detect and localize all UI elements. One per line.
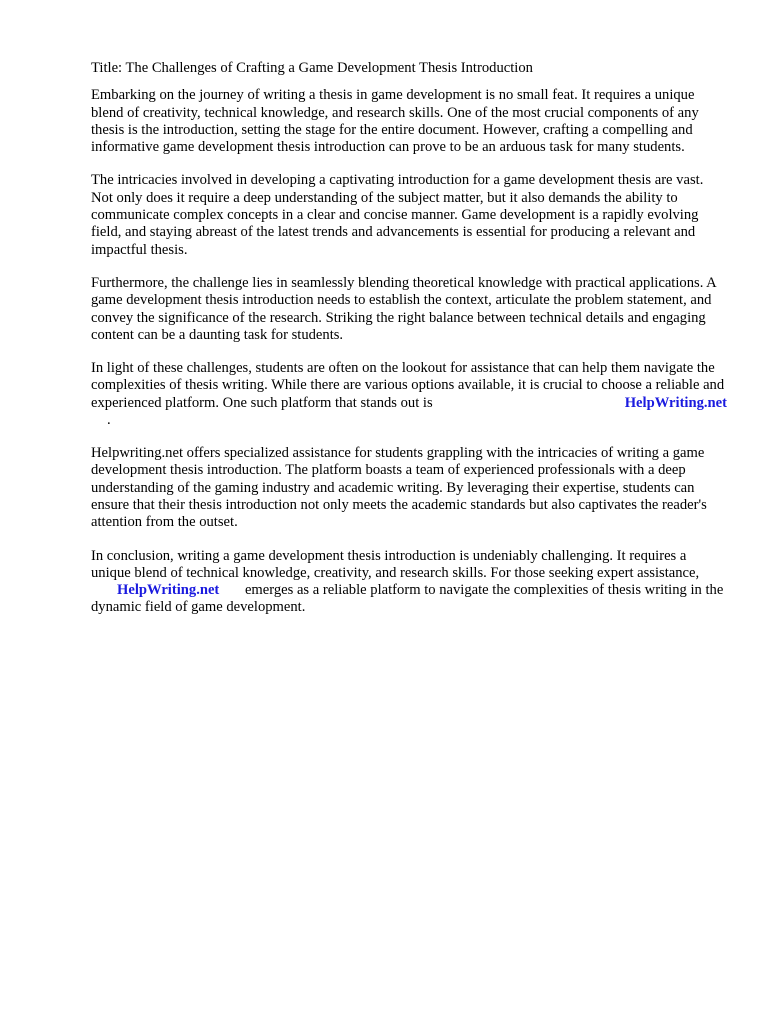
paragraph-helpwriting: Helpwriting.net offers specialized assistance for students grappling with the intricacies of writing a game development thesis introduction. The platform boasts a team of experienced professionals with a deep understanding of the gaming industry and academic writing. By leveraging their expertise, students can ensure that their thesis introduction not only meets the academic standards but also captivates the reader's attention from the outset.: [91, 445, 707, 531]
document-page: [91, 60, 727, 633]
paragraph-assistance-text: In light of these challenges, students are often on the lookout for assistance that can help them navigate the complexities of thesis writing. While there are various options available, it is crucial to choose a reliable and experienced platform. One such platform that stands out is: [91, 360, 725, 411]
paragraph-intricacies: The intricacies involved in developing a captivating introduction for a game development thesis are vast. Not only does it require a deep understanding of the subject matter, but it also demands the ability to communicate complex concepts in a clear and concise manner. Game development is a rapidly evolving field, and staying abreast of the latest trends and advancements is essential for producing a relevant and impactful thesis.: [91, 172, 704, 258]
helpwriting-link-1[interactable]: HelpWriting.net: [624, 394, 727, 411]
paragraph-conclusion-text-before: In conclusion, writing a game development thesis introduction is undeniably challenging. It requires a unique blend of technical knowledge, creativity, and research skills. For those seeking expert assistance,: [91, 547, 700, 581]
paragraph-conclusion-text-after: emerges as a reliable platform to navigate the complexities of thesis writing in the dynamic field of game development.: [91, 582, 724, 616]
paragraph-furthermore: Furthermore, the challenge lies in seamlessly blending theoretical knowledge with practical applications. A game development thesis introduction needs to establish the context, articulate the problem statement, and convey the significance of the research. Striking the right balance between technical details and engaging content can be a daunting task for students.: [91, 274, 716, 343]
helpwriting-link-2[interactable]: HelpWriting.net: [117, 582, 220, 599]
document-title: Title: The Challenges of Crafting a Game Development Thesis Introduction: [91, 60, 533, 76]
paragraph-conclusion: [91, 548, 727, 617]
paragraph-intro: Embarking on the journey of writing a thesis in game development is no small feat. It requires a unique blend of creativity, technical knowledge, and research skills. One of the most crucial components of any thesis is the introduction, setting the stage for the entire document. However, crafting a compelling and informative game development thesis introduction can prove to be an arduous task for many students.: [91, 87, 699, 156]
paragraph-assistance-period: .: [107, 412, 111, 429]
paragraph-assistance: [91, 360, 727, 429]
